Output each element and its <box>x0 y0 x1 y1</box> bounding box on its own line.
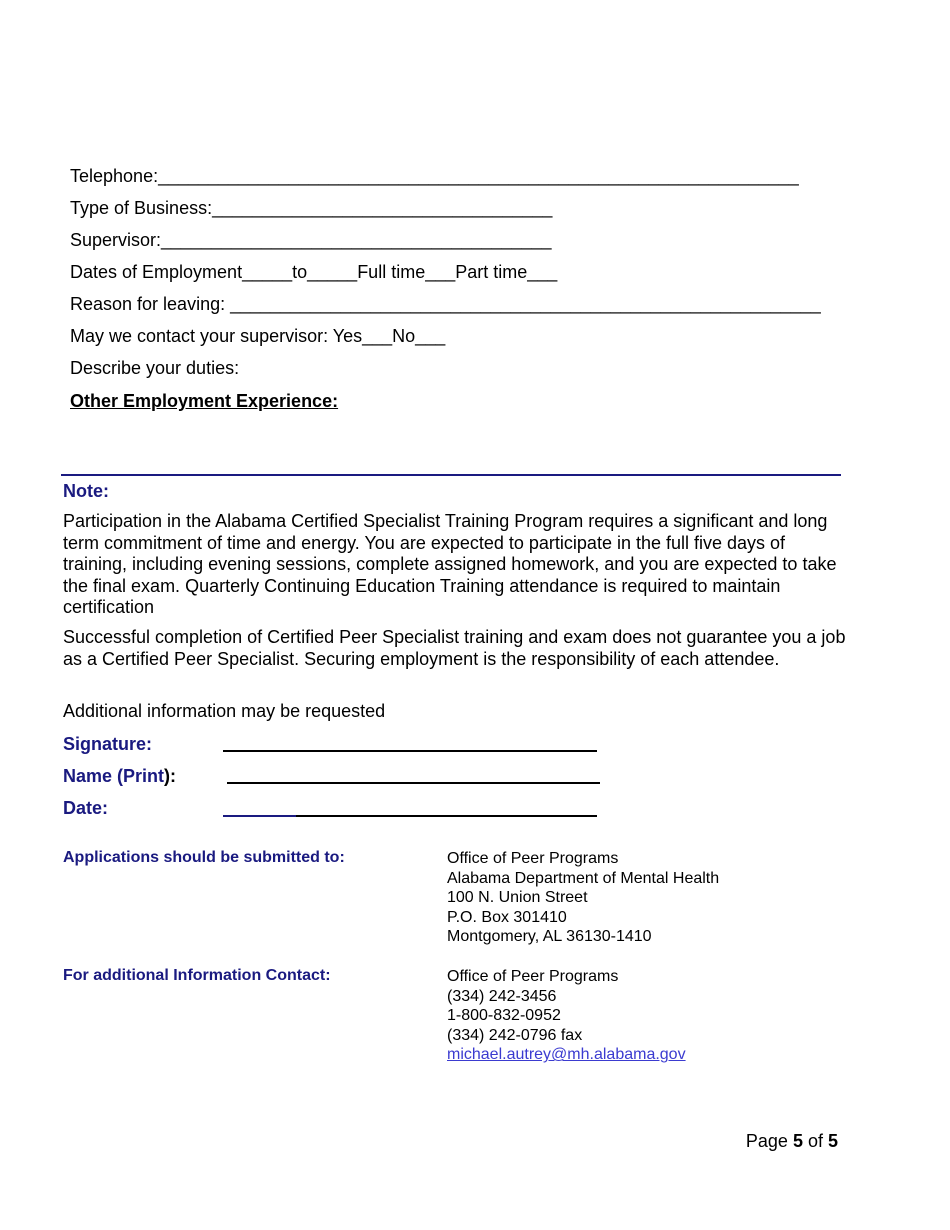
contact-line: 1-800-832-0952 <box>447 1007 561 1025</box>
name-print-label-text: Name (Print <box>63 766 165 786</box>
submit-address-line: P.O. Box 301410 <box>447 908 567 926</box>
signature-label: Signature: <box>63 734 153 754</box>
page-word: Page <box>745 1131 793 1151</box>
date-line-start <box>223 815 296 817</box>
submit-address-line: 100 N. Union Street <box>447 889 588 907</box>
name-print-line[interactable] <box>227 782 600 784</box>
dates-of-employment-field: Dates of Employment_____to_____Full time___Part time___ <box>70 262 558 282</box>
contact-supervisor-field: May we contact your supervisor: Yes___No___ <box>70 326 446 346</box>
of-word: of <box>802 1131 828 1151</box>
date-line[interactable] <box>296 815 597 817</box>
other-employment-heading: Other Employment Experience: <box>70 391 339 411</box>
total-pages: 5 <box>827 1131 838 1151</box>
submit-label: Applications should be submitted to: <box>63 849 345 866</box>
note-heading: Note: <box>63 481 109 501</box>
contact-email-link[interactable]: michael.autrey@mh.alabama.gov <box>447 1046 686 1064</box>
note-paragraph-2-text: Successful completion of Certified Peer Specialist training and exam does not guarantee you a job as a Certified Peer Specialist. Securing employment is the responsibility of each attendee. <box>63 627 846 669</box>
describe-duties-label: Describe your duties: <box>70 358 240 378</box>
submit-address-line: Office of Peer Programs <box>447 850 619 867</box>
date-label: Date: <box>63 798 109 818</box>
current-page: 5 <box>792 1131 803 1151</box>
contact-details <box>447 967 686 1065</box>
submit-address-line: Alabama Department of Mental Health <box>447 869 720 887</box>
contact-line: Office of Peer Programs <box>447 968 619 985</box>
note-paragraph-1-text: Participation in the Alabama Certified Specialist Training Program requires a significant and long term commitment of time and energy. You are expected to participate in the full five days of training, including evening sessions, complete assigned homework, and you are expected to take the final exam. Quarterly Continuing Education Training attendance is required to maintain certification <box>63 511 837 617</box>
reason-for-leaving-field: Reason for leaving: ___________________________________________________________ <box>70 294 821 314</box>
note-paragraph-3-text: Additional information may be requested <box>63 701 386 721</box>
contact-line: (334) 242-0796 fax <box>447 1026 583 1044</box>
signature-line[interactable] <box>223 750 597 752</box>
type-of-business-field: Type of Business:__________________________________ <box>70 198 553 218</box>
page-number <box>746 1131 838 1152</box>
name-print-label <box>63 765 176 787</box>
note-paragraph-3 <box>63 701 853 723</box>
name-print-label-tail: ): <box>164 766 177 786</box>
contact-label: For additional Information Contact: <box>63 967 331 984</box>
telephone-field: Telephone:________________________________________________________________ <box>70 166 799 186</box>
note-paragraph-1 <box>63 511 853 619</box>
submit-address-line: Montgomery, AL 36130-1410 <box>447 928 652 946</box>
contact-line: (334) 242-3456 <box>447 987 557 1005</box>
supervisor-field: Supervisor:_______________________________________ <box>70 230 552 250</box>
note-paragraph-2 <box>63 627 853 670</box>
section-divider <box>61 474 841 476</box>
submit-address <box>447 849 719 947</box>
